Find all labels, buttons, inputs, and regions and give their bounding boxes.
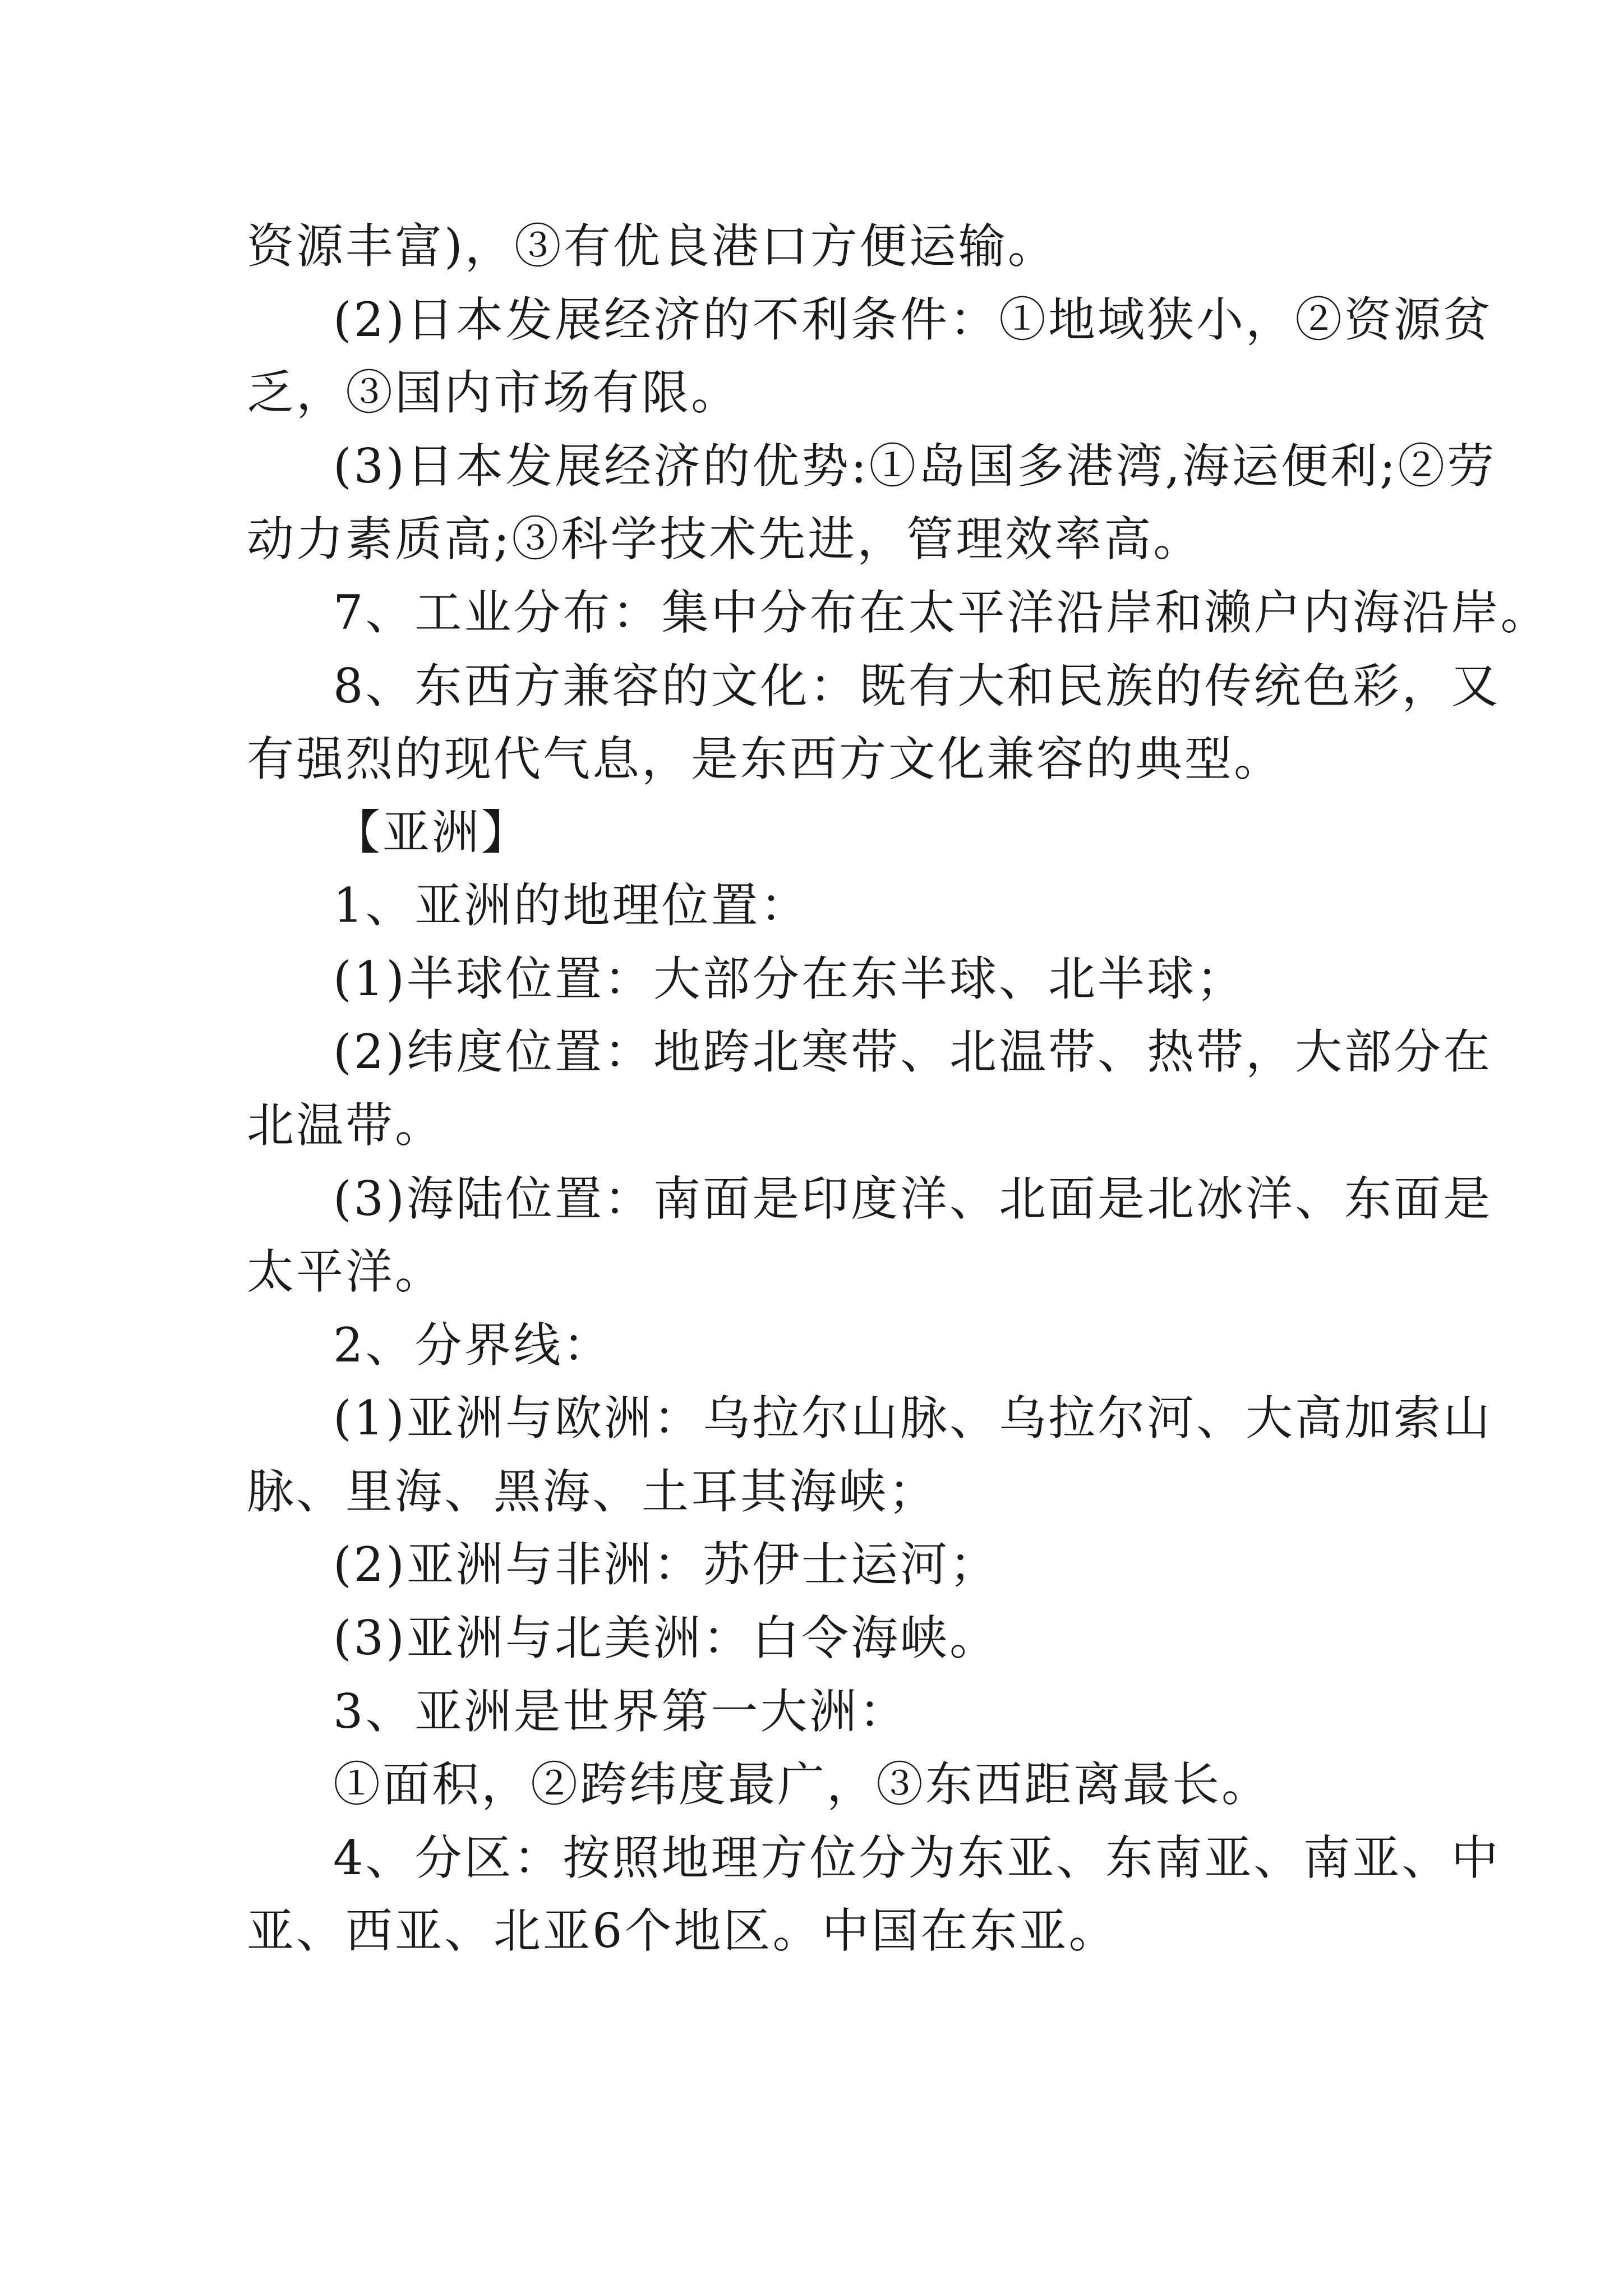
text-line-2: (2)日本发展经济的不利条件：①地域狭小，②资源贫: [333, 292, 1492, 347]
text-line-12: (2)纬度位置：地跨北寒带、北温带、热带，大部分在: [333, 1024, 1492, 1079]
text-line-20: (3)亚洲与北美洲：白令海峡。: [333, 1611, 999, 1665]
text-line-21: 3、亚洲是世界第一大洲：: [333, 1684, 909, 1739]
text-line-15: 太平洋。: [247, 1244, 445, 1299]
text-line-24: 亚、西亚、北亚6个地区。中国在东亚。: [247, 1903, 1118, 1958]
text-line-6: 7、工业分布：集中分布在太平洋沿岸和濑户内海沿岸。: [333, 585, 1550, 640]
text-line-16: 2、分界线：: [333, 1318, 612, 1373]
text-line-14: (3)海陆位置：南面是印度洋、北面是北冰洋、东面是: [333, 1171, 1492, 1226]
text-line-3: 乏，③国内市场有限。: [247, 365, 741, 420]
text-line-11: (1)半球位置：大部分在东半球、北半球；: [333, 951, 1246, 1006]
text-line-1: 资源丰富)，③有优良港口方便运输。: [247, 219, 1057, 274]
text-line-5: 动力素质高;③科学技术先进，管理效率高。: [247, 512, 1203, 567]
text-line-23: 4、分区：按照地理方位分为东亚、东南亚、南亚、中: [333, 1830, 1501, 1885]
section-heading-asia: 【亚洲】: [333, 805, 531, 860]
text-line-8: 有强烈的现代气息，是东西方文化兼容的典型。: [247, 731, 1284, 786]
text-line-10: 1、亚洲的地理位置：: [333, 878, 810, 933]
text-line-18: 脉、里海、黑海、土耳其海峡；: [247, 1464, 938, 1519]
text-line-17: (1)亚洲与欧洲：乌拉尔山脉、乌拉尔河、大高加索山: [333, 1391, 1492, 1446]
text-line-19: (2)亚洲与非洲：苏伊士运河；: [333, 1537, 999, 1592]
text-line-7: 8、东西方兼容的文化：既有大和民族的传统色彩，又: [333, 659, 1501, 714]
text-line-22: ①面积，②跨纬度最广，③东西距离最长。: [333, 1757, 1271, 1812]
text-line-13: 北温带。: [247, 1098, 445, 1153]
text-line-4: (3)日本发展经济的优势:①岛国多港湾,海运便利;②劳: [333, 439, 1497, 494]
